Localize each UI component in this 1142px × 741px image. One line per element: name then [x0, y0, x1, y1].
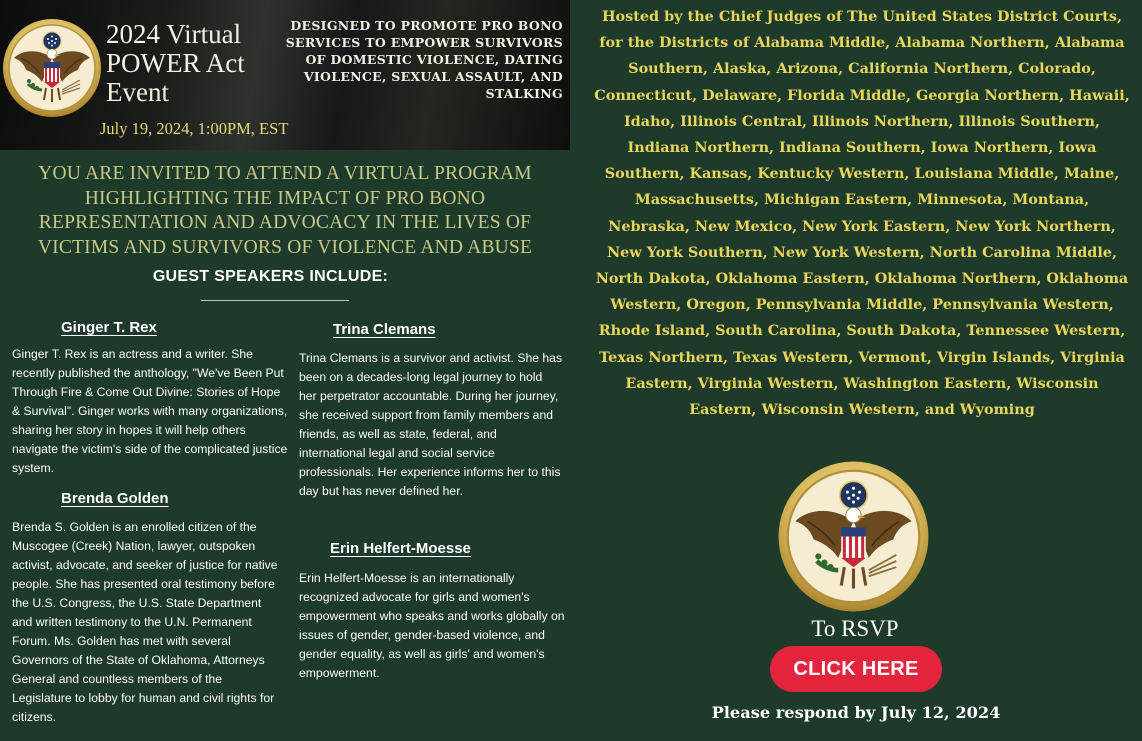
speaker-name-erin-helfert-moesse: Erin Helfert-Moesse	[330, 540, 471, 557]
rsvp-label: To RSVP	[811, 616, 899, 641]
invitation-text: YOU ARE INVITED TO ATTEND A VIRTUAL PROGRAM HIGHLIGHTING THE IMPACT OF PRO BONO REPRESENTATION AND ADVOCACY IN THE LIVES OF VICTIMS AND SURVIVORS OF VIOLENCE AND ABUSE	[37, 163, 533, 258]
great-seal-icon	[777, 460, 930, 613]
rsvp-deadline: Please respond by July 12, 2024	[711, 703, 1001, 722]
speaker-bio-ginger-rex: Ginger T. Rex is an actress and a writer. She recently published the anthology, "We've Been Put Through Fire & Come Out Divine: Stories of Hope & Survival". Ginger works with many organizations, sharing her story in hopes it will help others navigate the victim's side of the complicated justice system.	[12, 347, 288, 475]
speaker-bio-brenda-golden: Brenda S. Golden is an enrolled citizen of the Muscogee (Creek) Nation, lawyer, outspoken activist, advocate, and seeker of justice for native people. She has presented oral testimony before the U.S. Congress, the U.S. State Department and written testimony to the U.N. Permanent Forum. Ms. Golden has met with several Governors of the State of Oklahoma, Attorneys General and countless members of the Legislature to lobby for human and civil rights for citizens.	[12, 520, 278, 724]
event-title: 2024 Virtual POWER Act Event	[106, 19, 245, 107]
speaker-name-brenda-golden: Brenda Golden	[61, 490, 169, 507]
hosts-list: Hosted by the Chief Judges of The United States District Courts, for the Districts of Alabama Middle, Alabama Northern, Alabama Southern, Alaska, Arizona, California Northern, Colorado, Connecticut, Delaware, Florida Middle, Georgia Northern, Hawaii, Idaho, Illinois Central, Illinois Northern, Illinois Southern, Indiana Northern, Indiana Southern, Iowa Northern, Iowa Southern, Kansas, Kentucky Western, Louisiana Middle, Maine, Massachusetts, Michigan Eastern, Minnesota, Montana, Nebraska, New Mexico, New York Eastern, New York Northern, New York Southern, New York Western, North Carolina Middle, North Dakota, Oklahoma Eastern, Oklahoma Northern, Oklahoma Western, Oregon, Pennsylvania Middle, Pennsylvania Western, Rhode Island, South Carolina, South Dakota, Tennessee Western, Texas Northern, Texas Western, Vermont, Virgin Islands, Virginia Eastern, Virginia Western, Washington Eastern, Wisconsin Eastern, Wisconsin Western, and Wyoming	[594, 8, 1130, 419]
event-description: DESIGNED TO PROMOTE PRO BONO SERVICES TO EMPOWER SURVIVORS OF DOMESTIC VIOLENCE, DATING VIOLENCE, SEXUAL ASSAULT, AND STALKING	[285, 18, 563, 101]
speaker-bio-erin-helfert-moesse: Erin Helfert-Moesse is an internationally recognized advocate for girls and women's empowerment who speaks and works globally on issues of gender, gender-based violence, and gender equality, as well as girls' and women's empowerment.	[299, 571, 565, 680]
speaker-bio-trina-clemans: Trina Clemans is a survivor and activist. She has been on a decades-long legal journey to hold her perpetrator accountable. During her journey, she received support from family members and friends, as well as state, federal, and international legal and social service professionals. Her experience informs her to this day but has never defined her.	[299, 351, 563, 498]
event-date: July 19, 2024, 1:00PM, EST	[100, 119, 289, 138]
divider	[201, 300, 349, 301]
great-seal-icon	[2, 18, 102, 118]
speakers-heading: GUEST SPEAKERS INCLUDE:	[152, 268, 389, 285]
speaker-name-ginger-rex: Ginger T. Rex	[61, 319, 157, 336]
event-banner	[0, 0, 570, 150]
speaker-name-trina-clemans: Trina Clemans	[333, 321, 436, 338]
rsvp-button[interactable]: CLICK HERE	[770, 646, 942, 692]
